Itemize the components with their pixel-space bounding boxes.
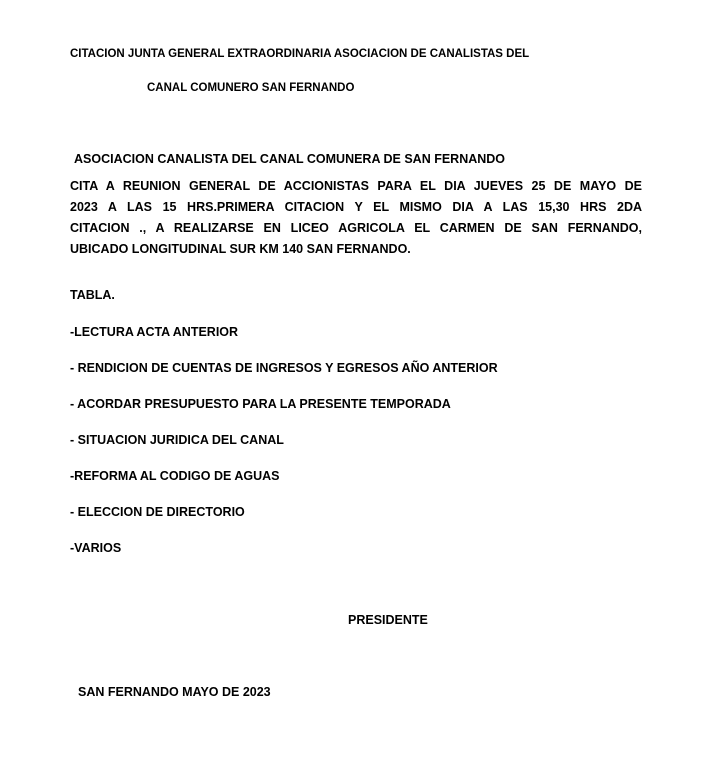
signature-title: PRESIDENTE xyxy=(348,613,428,627)
convocation-line: UBICADO LONGITUDINAL SUR KM 140 SAN FERNANDO. xyxy=(70,242,411,256)
agenda-item: -VARIOS xyxy=(70,541,122,555)
agenda-heading: TABLA. xyxy=(70,288,115,302)
organization-name: ASOCIACION CANALISTA DEL CANAL COMUNERA DE SAN FERNANDO xyxy=(74,152,506,166)
document-title-line-1: CITACION JUNTA GENERAL EXTRAORDINARIA ASOCIACION DE CANALISTAS DEL xyxy=(70,48,530,60)
convocation-paragraph xyxy=(70,176,642,260)
convocation-line: CITA A REUNION GENERAL DE ACCIONISTAS PARA EL DIA JUEVES 25 DE MAYO DE xyxy=(70,179,642,193)
convocation-line: CITACION ., A REALIZARSE EN LICEO AGRICOLA EL CARMEN DE SAN FERNANDO, xyxy=(70,221,642,235)
agenda-list xyxy=(70,324,498,576)
convocation-line: 2023 A LAS 15 HRS.PRIMERA CITACION Y EL MISMO DIA A LAS 15,30 HRS 2DA xyxy=(70,200,642,214)
agenda-item: -REFORMA AL CODIGO DE AGUAS xyxy=(70,469,280,483)
document-title-line-2: CANAL COMUNERO SAN FERNANDO xyxy=(147,82,355,94)
agenda-item: -LECTURA ACTA ANTERIOR xyxy=(70,325,239,339)
agenda-item: - SITUACION JURIDICA DEL CANAL xyxy=(70,433,284,447)
agenda-item: - ELECCION DE DIRECTORIO xyxy=(70,505,245,519)
agenda-item: - RENDICION DE CUENTAS DE INGRESOS Y EGRESOS AÑO ANTERIOR xyxy=(70,361,498,375)
place-date: SAN FERNANDO MAYO DE 2023 xyxy=(78,685,271,699)
agenda-item: - ACORDAR PRESUPUESTO PARA LA PRESENTE TEMPORADA xyxy=(70,397,451,411)
